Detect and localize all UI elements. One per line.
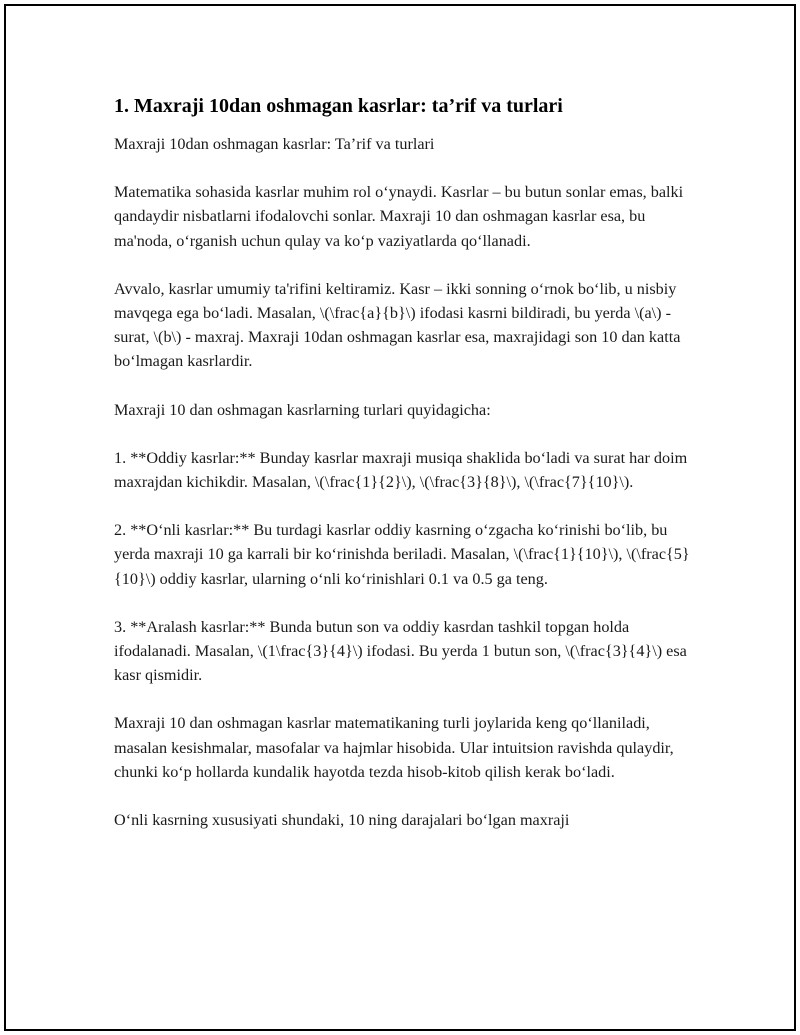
section-heading: 1. Maxraji 10dan oshmagan kasrlar: ta’rif va turlari xyxy=(114,95,563,117)
type-3-paragraph: 3. **Aralash kasrlar:** Bunda butun son va oddiy kasrdan tashkil topgan holda ifodalanadi. Masalan, \(1\frac{3}{4}\) ifodasi. Bu yerda 1 butun son, \(\frac{3}{4}\) esa kasr qismidir. xyxy=(114,617,687,685)
type-2-paragraph: 2. **O‘nli kasrlar:** Bu turdagi kasrlar oddiy kasrning o‘zgacha ko‘rinishi bo‘lib, bu yerda maxraji 10 ga karrali bir ko‘rinishda beriladi. Masalan, \(\frac{1}{10}\), \(\frac{5}{10}\) oddiy kasrlar, ularning o‘nli ko‘rinishlari 0.1 va 0.5 ga teng. xyxy=(114,521,690,588)
subtitle-paragraph: Maxraji 10dan oshmagan kasrlar: Ta’rif va turlari xyxy=(114,135,435,153)
intro-paragraph: Matematika sohasida kasrlar muhim rol o‘ynaydi. Kasrlar – bu butun sonlar emas, balki qandaydir nisbatlarni ifodalovchi sonlar. Maxraji 10 dan oshmagan kasrlar esa, bu ma'noda, o‘rganish uchun qulay va ko‘p vaziyatlarda qo‘llanadi. xyxy=(114,183,684,250)
usage-paragraph: Maxraji 10 dan oshmagan kasrlar matematikaning turli joylarida keng qo‘llaniladi, masalan kesishmalar, masofalar va hajmlar hisobida. Ular intuitsion ravishda qulaydir, chunki ko‘p hollarda kundalik hayotda tezda hisob-kitob qilish kerak bo‘ladi. xyxy=(114,714,674,781)
types-intro-paragraph: Maxraji 10 dan oshmagan kasrlarning turlari quyidagicha: xyxy=(114,400,491,419)
document-body xyxy=(114,92,694,832)
type-1-paragraph: 1. **Oddiy kasrlar:** Bunday kasrlar maxraji musiqa shaklida bo‘ladi va surat har doim maxrajdan kichikdir. Masalan, \(\frac{1}{2}\), \(\frac{3}{8}\), \(\frac{7}{10}\). xyxy=(114,448,688,492)
definition-paragraph: Avvalo, kasrlar umumiy ta'rifini keltiramiz. Kasr – ikki sonning o‘rnok bo‘lib, u nisbiy mavqega ega bo‘ladi. Masalan, \(\frac{a}{b}\) ifodasi kasrni bildiradi, bu yerda \(a\) - surat, \(b\) - maxraj. Maxraji 10dan oshmagan kasrlar esa, maxrajidagi son 10 dan katta bo‘lmagan kasrlardir. xyxy=(114,279,681,371)
decimal-paragraph: O‘nli kasrning xususiyati shundaki, 10 ning darajalari bo‘lgan maxraji xyxy=(114,811,570,830)
